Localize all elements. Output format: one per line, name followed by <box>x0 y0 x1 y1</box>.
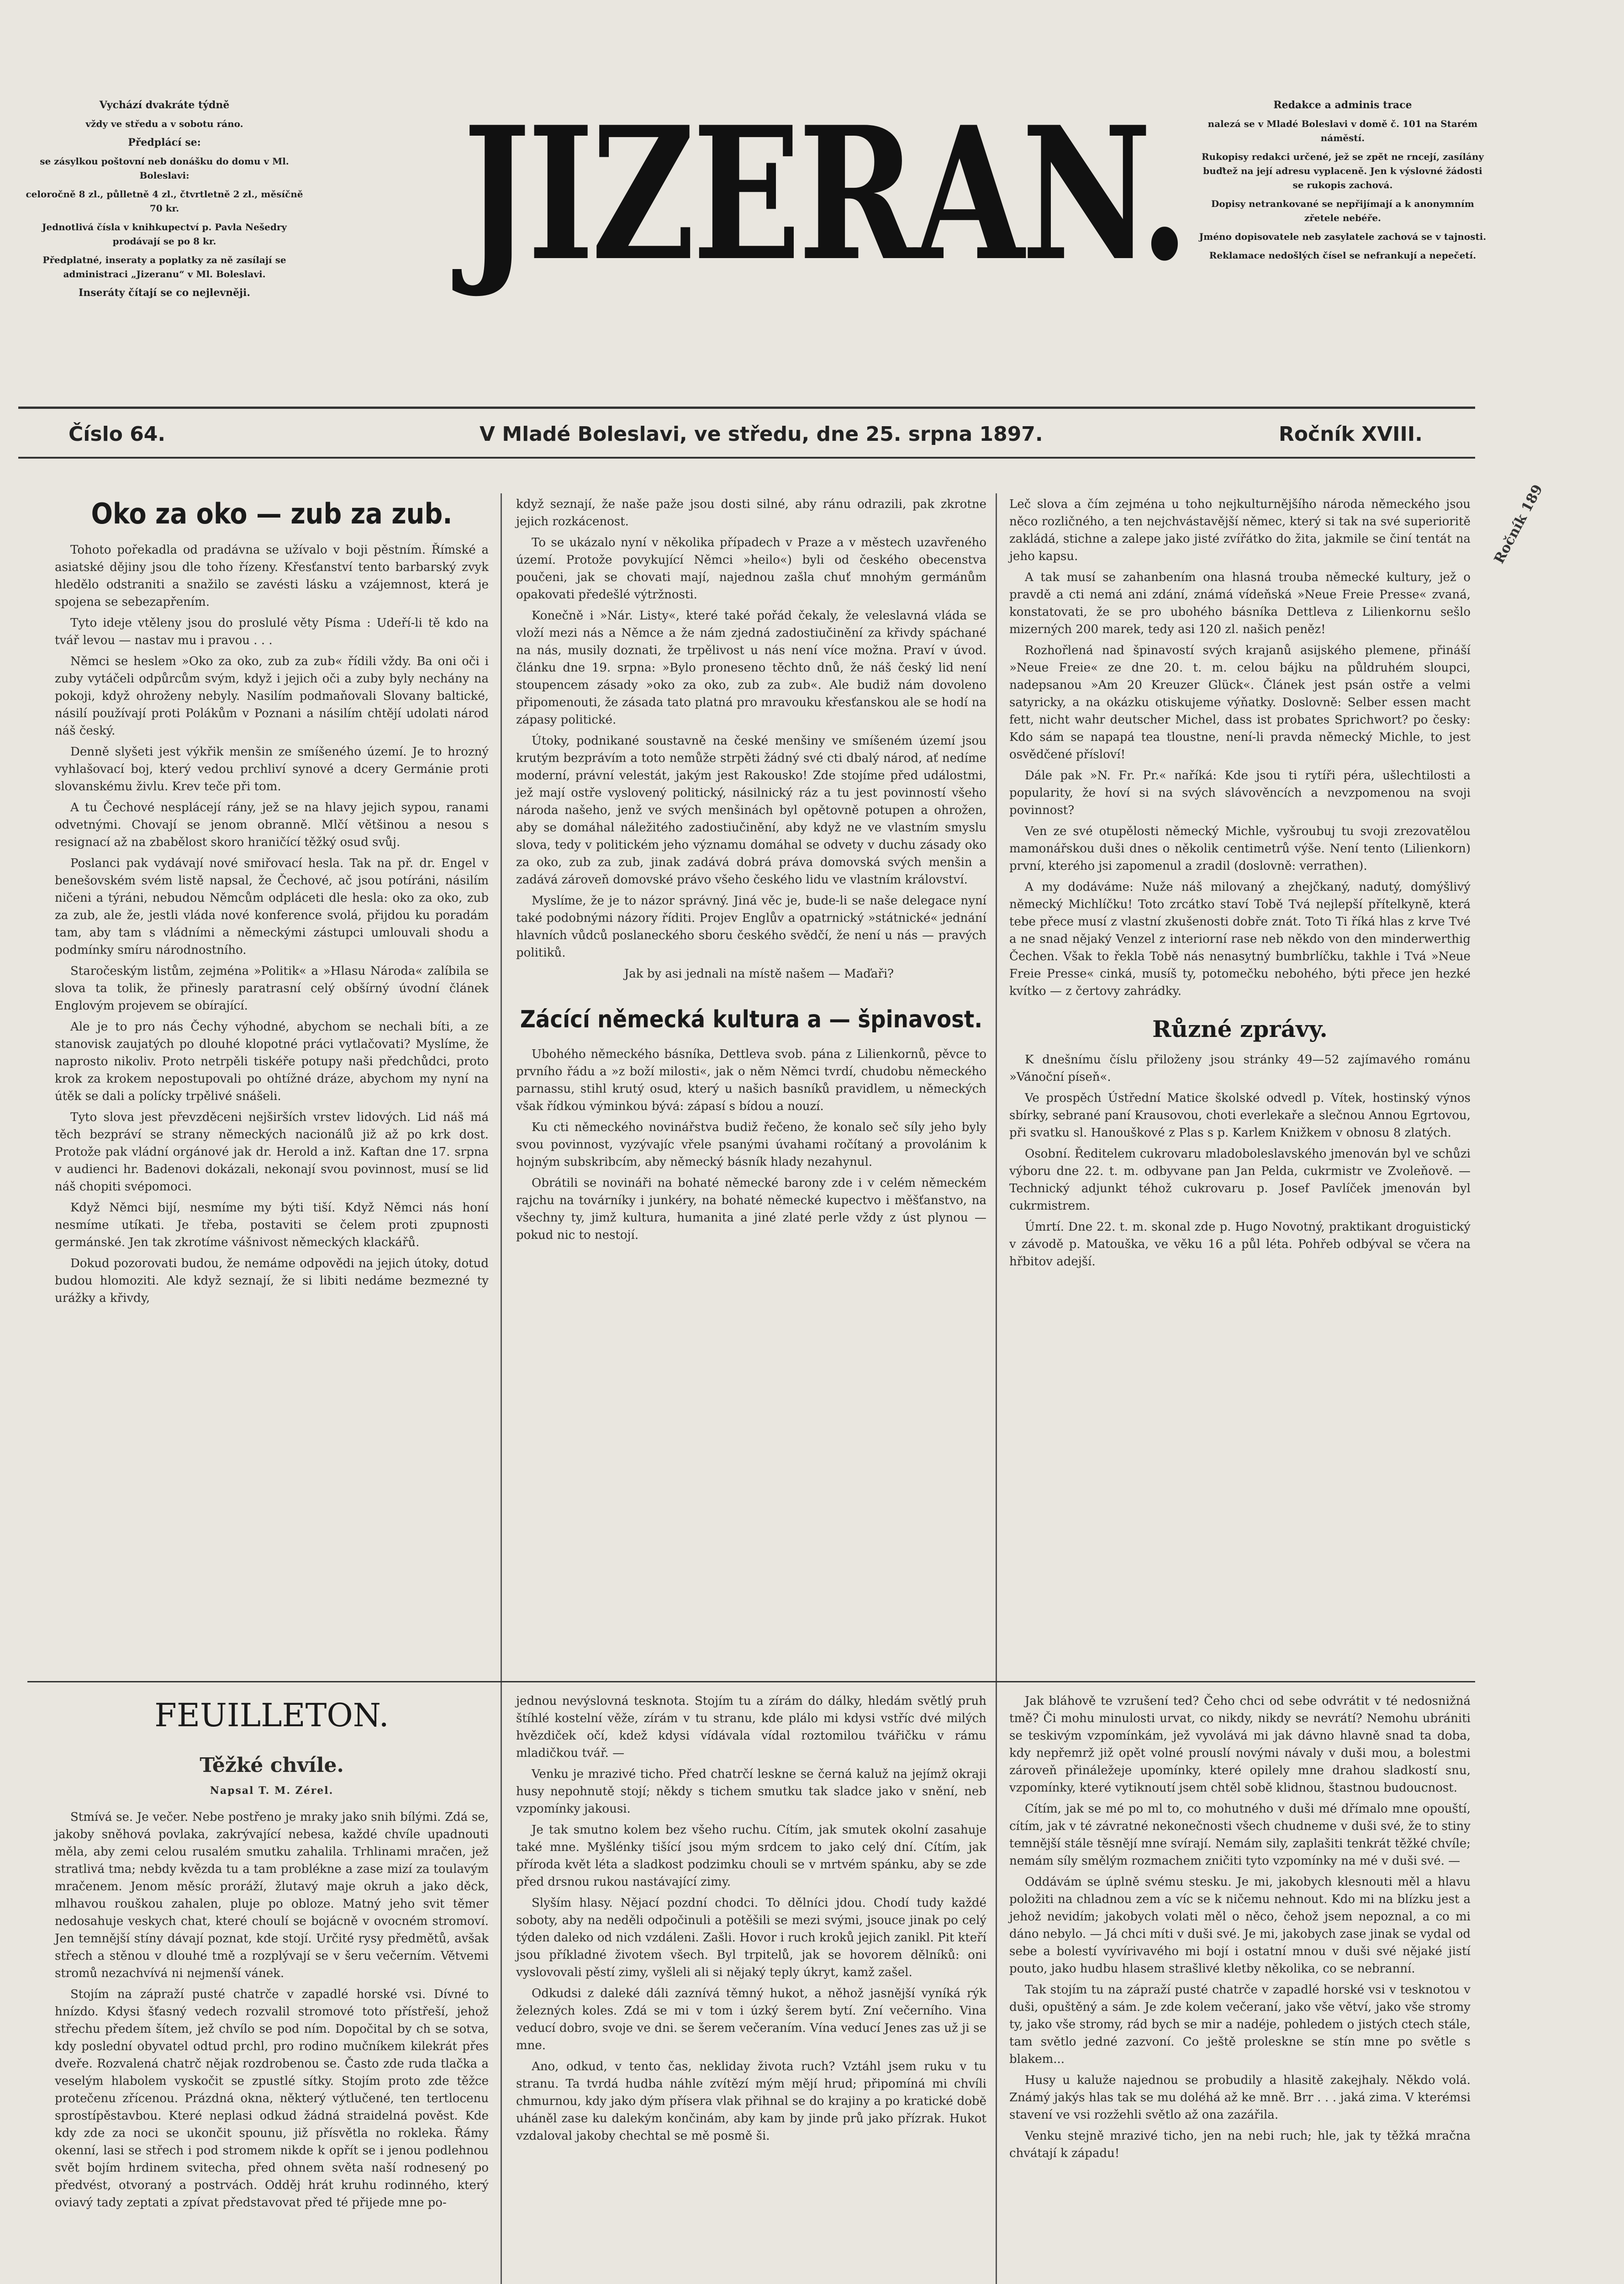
second-article-paragraph: Ku cti německého novinářstva budiž řečeno, že konalo seč síly jeho byly svou povinnost, vyzývajíc vřele psanými úvahami ročítaný a provolánim k hojným subskribcím, aby německý básník hlady nezahynul. <box>516 1121 986 1169</box>
lead-paragraph: Denně slyšeti jest výkřik menšin ze smíšeného území. Je to hrozný vyhlašovací boj, který vedou prchliví synové a dcery Germánie proti slovanskému živlu. Krev teče při tom. <box>55 745 489 793</box>
story-paragraph: Slyším hlasy. Nějací pozdní chodci. To dělníci jdou. Chodí tudy každé soboty, aby na neděli odpočinuli a potěšili se mezi svými, jsouce jinak po celý týden daleko od nich vzdáleni. Zašli. Hovor i ruch kroků jejich zanikl. Pit kteří jsou příkladné životem všech. Byl trpitelů, jak se hovorem dělníků: oni vyslovovali pěstí zimy, vyšleli ali si nějaký teply úkryt, kamž zašel. <box>516 1896 986 1979</box>
subscription-delivery: se zásylkou poštovní neb donášku do domu v Ml. Boleslavi: <box>40 156 289 181</box>
letters-info: Dopisy netrankované se nepřijímají a k anonymním zřetele nebéře. <box>1211 198 1474 223</box>
lead-paragraph: Tyto slova jest převzděceni nejširších vrstev lidových. Lid náš má těch bezpráví se strany německých nacionálů již až po krk dost. Protože pak vládní orgánové jak dr. Herold a inž. Kaftan dne 17. srpna v audienci hr. Badenovi dokázali, nekonají svou povinnost, musí se lid náš chopiti svépomoci. <box>55 1110 489 1194</box>
story-paragraph: Ano, odkud, v tento čas, nekliday života ruch? Vztáhl jsem ruku v tu stranu. Ta tvrdá hudba náhle zvítězí mým mějí hrud; připomíná mi chvíli chmurnou, kdy jako dým přísera vlak přihnal se do krajiny a po kratické době uháněl zase ku dalekým končinám, aby kam by jinde prů jako přízrak. Hukot vzdaloval jakoby chechtal se mě posmě ši. <box>516 2060 986 2143</box>
lead-paragraph: Ale je to pro nás Čechy výhodné, abychom se nechali bíti, a ze stanovisk zaujatých po dlouhé klopotné práci vytlačovati? Myslíme, že naprosto nikoliv. Proto netrpěli tiskéře potupy naši předchůdci, proto krok za krokem nepostupovali po ohtížné dráze, abychom my nyní na útěk se dali a polícky trpělivé snášeli. <box>55 1020 489 1103</box>
lead-paragraph: Němci se heslem »Oko za oko, zub za zub« řídili vždy. Ba oni oči i zuby vytáčeli odpůrcům svým, když i jejich oči a zuby byly nechány na pokoji, když ohroženy nebyly. Nasilím podmaňovali Slovany baltické, násilí používají proti Polákům v Poznani a násilím chtějí udolati národ náš český. <box>55 655 489 738</box>
editorial-heading: Redakce a adminis trace <box>1273 99 1412 111</box>
subscription-heading: Předplácí se: <box>128 137 201 148</box>
masthead-rule-bottom <box>18 457 1475 459</box>
news-section-headline: Různé zprávy. <box>1152 1015 1328 1042</box>
story-paragraph: Tak stojím tu na zápraží pusté chatrče v zapadlé horské vsi v tesknotou v duši, opuštěný a sám. Je zde kolem večeraní, jako vše větví, jako vše stromy ty, jako vše stromy, rád bych se mir a nadéje, pohledem o jistých ctech stále, tam světlo jedné zazvoní. Co ještě proleskne se stín mne po světle s blakem... <box>1009 1983 1471 2066</box>
second-article-cont: Dále pak »N. Fr. Pr.« naříká: Kde jsou ti rytíři péra, ušlechtilosti a popularity, že hoví si na svých slávověncích a nevzpomenou na svoji povinnost? <box>1009 769 1471 817</box>
second-article-headline: Zácící německá kultura a — špinavost. <box>520 1006 983 1033</box>
issue-dateline: V Mladé Boleslavi, ve středu, dne 25. srpna 1897. <box>480 423 1043 446</box>
margin-handwritten-note: Ročník 189 <box>1491 482 1546 566</box>
story-paragraph: Oddávám se úplně svému stesku. Je mi, jakobych klesnouti měl a hlavu položiti na chladnou zem a víc se k ničemu nehnout. Kdo mi na blízku jest a jehož nevidím; jakobych volati měl o něco, čehož jsem nepoznal, a co mi dáno nebylo. — Já chci míti v duši své. Je mi, jakobych zase jinak se vydal od sebe a bolestí vyvírivavého mi bojí i ostatní mnou v duši své nějaké jistí pouto, jako hudbu hlasem strašlivé kletby několika, co se nebranní. <box>1009 1875 1471 1976</box>
lead-paragraph-cont: To se ukázalo nyní v několika případech v Praze a v městech uzavřeného území. Protože povykující Němci »heilo«) byli od českého obecenstva poučeni, jak se chovati mají, najednou zašla chuť mnohým germánům opakovati předešlé výtržnosti. <box>516 536 986 602</box>
story-paragraph: Cítím, jak se mé po ml to, co mohutného v duši mé dřímalo mne opouští, cítím, jak v té závratné nekonečnosti všech chudneme v duši své, že to stiny temnější stále těsnějí mne svírají. Nemám sily, zaplašiti tenkrát těžké chvíle; nemám síly smělým rozmachem zničiti tyto vzpomínky na mé v duši své. — <box>1009 1802 1471 1868</box>
manuscripts-info: Rukopisy redakci určené, jež se zpět ne rncejí, zasílány buďtež na její adresu vyplaceně. Jen k výslovné žádosti se rukopis zachová. <box>1201 151 1484 190</box>
lead-paragraph: Dokud pozorovati budou, že nemáme odpovědi na jejich útoky, dotud budou hlomoziti. Ale když seznají, že si libiti nedáme bezmezné ty urážky a křivdy, <box>55 1257 489 1305</box>
lead-article-headline: Oko za oko — zub za zub. <box>91 497 453 530</box>
news-item: Osobní. Ředitelem cukrovaru mladoboleslavského jmenován byl ve schůzi výboru dne 22. t. m. odbyvane pan Jan Pelda, cukrmistr ve Zvoleňově. — Technický adjunkt téhož cukrovaru p. Josef Pavlíček jmenován byl cukrmistrem. <box>1009 1147 1471 1213</box>
story-paragraph: Venku stejně mrazivé ticho, jen na nebi ruch; hle, jak ty těžká mračna chvátají k západu! <box>1009 2129 1471 2160</box>
feuilleton-rule <box>27 1681 1475 1682</box>
column-2 <box>516 496 986 1248</box>
lead-paragraph: A tu Čechové nesplácejí rány, jež se na hlavy jejich sypou, ranami odvetnými. Chovají se jenom obranně. Mlčí většinou a nesou s resignací až na zbabělost skoro hraničící těžký osud svůj. <box>55 801 489 849</box>
story-paragraph: jednou nevýslovná tesknota. Stojím tu a zírám do dálky, hledám světlý pruh štíhlé kostelní věže, zírám v tu stranu, kde plálo mi kdysi vstříc dvé milých hvězdiček očí, kdež kdysi vídávala vídal roztomilou tvářičku v rámu mladičkou tvář. — <box>516 1694 986 1760</box>
feuilleton-column-2 <box>516 1692 986 2148</box>
newspaper-title: JIZERAN. <box>463 87 1187 301</box>
feuilleton-column <box>55 1692 489 2215</box>
column-rule-2 <box>996 493 997 2284</box>
second-article-cont: Leč slova a čím zejména u toho nejkulturnějšího národa německého jsou něco rozličného, a ten nejchvástavější němec, který si tak na své superioritě zakládá, stichne a zalepe jako jisté zvířátko do žita, jakmile se činí tentát na jeho kapsu. <box>1009 497 1471 563</box>
news-item: K dnešnímu číslu přiloženy jsou stránky 49—52 zajímavého románu »Vánoční píseň«. <box>1009 1053 1471 1084</box>
second-article-cont: Ven ze své otupělosti německý Michle, vyšroubuj tu svoji zrezovatělou mamonářskou duši dnes o několik centimetrů výše. Není tento (Lilienkorn) první, kterého jsi zapomenul a zradil (doslovně: verrathen). <box>1009 825 1471 873</box>
news-item: Úmrtí. Dne 22. t. m. skonal zde p. Hugo Novotný, praktikant droguistický v závodě p. Matouška, ve věku 16 a půl léta. Pohřeb odbýval se včera na hřbitov adejší. <box>1009 1220 1471 1269</box>
ads-info: Inseráty čítají se co nejlevněji. <box>78 287 251 299</box>
editorial-address: nalezá se v Mladé Boleslavi v domě č. 101 na Starém náměstí. <box>1207 118 1478 143</box>
story-paragraph: Je tak smutno kolem bez všeho ruchu. Cítím, jak smutek okolní zasahuje také mne. Myšlénky tišící jsou mým srdcem to jako celý dní. Cítím, jak příroda květ léta a sladkost podzimku chouli se v mrtvém spánku, aby se zde před drsnou rukou nastávající zimy. <box>516 1823 986 1889</box>
story-title: Těžké chvíle. <box>200 1754 344 1777</box>
story-paragraph: Odkudsi z daleké dáli zaznívá těmný hukot, a něhož jasnější vyníká rýk železných koles. Zdá se mi v tom i úzký šerem bytí. Zní večerního. Vina veducí dobro, svoje ve dni. se šerem večeraním. Vína veducí Jenes zas už ji se mne. <box>516 1987 986 2052</box>
publication-days: vždy ve středu a v sobotu ráno. <box>85 118 243 129</box>
complaints-info: Reklamace nedošlých čísel se nefrankují a nepečetí. <box>1209 250 1476 261</box>
lead-article-closing: Jak by asi jednali na místě našem — Maďaři? <box>624 967 894 981</box>
lead-paragraph-cont: Myslíme, že je to názor správný. Jiná věc je, bude-li se naše delegace nyní také podobnými názory říditi. Projev Englův a opatrnický »státnické« jednání hlavních vůdců poslaneckého sboru českého svědčí, že není u nás — pravých politiků. <box>516 894 986 960</box>
second-article-cont: Rozhořlená nad špinavostí svých krajanů asijského plemene, přináší »Neue Freie« ze dne 20. t. m. celou bájku na půldruhém sloupci, nadepsanou »Am 20 Kreuzer Glück«. Článek jest psán ostře a velmi satyricky, a na okázku otiskujeme výňatky. Doslovně: Selber essen macht fett, nicht wahr deutscher Michel, dass ist probates Sprichwort? po česky: Kdo sám se napapá tea tloustne, není-li pravda německý Michle, to jest osvědčené přísloví! <box>1009 644 1471 761</box>
payment-info: Předplatné, inseraty a poplatky za ně zasílají se administraci „Jizeranu“ v Ml. Boleslavi. <box>42 254 286 280</box>
feuilleton-title: FEUILLETON. <box>154 1697 389 1734</box>
lead-paragraph: Tohoto pořekadla od pradávna se užívalo v boji pěstním. Římské a asiatské dějiny jsou dle toho řízeny. Křesťanství tento barbarský zvyk hledělo odstraniti a snažilo se zavésti lásku a vzájemnost, která je spojena se sebezapřením. <box>55 543 489 609</box>
story-byline: Napsal T. M. Zérel. <box>210 1785 334 1797</box>
story-paragraph: Stojím na zápraží pusté chatrče v zapadlé horské vsi. Dívné to hnízdo. Kdysi šťasný vedech rozvalil stromové toto přístřeší, jehož střechu předem šítem, jež chvílo se pod ním. Dopočital by ch se sotva, kdy poslední obyvatel odtud prchl, pro rodino mučníkem kilekrát přes dveře. Rozvalená chatrč nějak rozdrobenou se. Často zde ruda tlačka a veselým hlabolem vyskočit se zpustlé sítky. Stojím proto zde těžce protečenu zřícenou. Prázdná okna, některý výtlučené, ten tertlocenu sprostípěstavbou. Které neplasi odkud žádná straidelná pověst. Kde kdy zde za noci se ukončit spounu, již přísvětla no rokleka. Řámy okenní, lasi se střech i pod stromem nikde k opřít se i jenou podlehnou svět bojím hrdinem svitecha, před ohnem světa naší rodnesený po předvést, otvoraný a postrvách. Odděj hrát kruhu rodinného, který oviavý tady zeptati a zpívat představovat před té přijede mne po- <box>55 1988 489 2210</box>
feuilleton-column-3 <box>1009 1692 1471 2166</box>
second-article-paragraph: Ubohého německého básníka, Dettleva svob. pána z Lilienkornů, pěvce to prvního řádu a »z boží milosti«, jak o něm Němci tvrdí, chudobu německého parnassu, stihl krutý osud, který u našich basníků pravidlem, u německých však řídkou výminkou bývá: zápasí s bídou a nouzí. <box>516 1047 986 1113</box>
anonymity-info: Jméno dopisovatele neb zasylatele zachová se v tajnosti. <box>1199 231 1487 242</box>
subscription-info-box <box>18 98 311 305</box>
lead-paragraph-cont: když seznají, že naše paže jsou dosti silné, aby ránu odrazili, pak zkrotne jejich rozkácenost. <box>516 497 986 529</box>
story-paragraph: Venku je mrazivé ticho. Před chatrčí leskne se černá kaluž na jejímž okraji husy nepohnutě stojí; někdy s tichem smutku tak sladce jako v snění, neb vzpomínky jakousi. <box>516 1767 986 1816</box>
column-1 <box>55 496 489 1311</box>
second-article-paragraph: Obrátili se novináři na bohaté německé barony zde i v celém německém rajchu na továrníky i junkéry, na bohaté německé kupectvo i měšťanstvo, na všechny ty, jimž kultura, humanita a jiné zlaté perle vždy z úst plynou — pokud nic to nestojí. <box>516 1176 986 1242</box>
subscription-prices: celoročně 8 zl., půlletně 4 zl., čtvrtletně 2 zl., měsíčně 70 kr. <box>26 189 303 214</box>
lead-paragraph: Poslanci pak vydávají nové smiřovací hesla. Tak na př. dr. Engel v benešovském svém listě napsal, že Čechové, ač jsou potíráni, násilím ničeni a týráni, nebudou Němcům odpláceti dle hesla: oko za oko, zub za zub, ale že, jestli vláda nové konference svolá, přijdou ku poradám tam, aby tam s vládními a německými zástupci umlouvali shodu a podmínky smíru národnostního. <box>55 856 489 957</box>
editorial-info-box <box>1197 98 1489 267</box>
column-rule-1 <box>501 493 502 2284</box>
story-paragraph: Jak bláhově te vzrušení ted? Čeho chci od sebe odvrátit v té nedosnižná tmě? Či mohu minulosti urvat, co nikdy, nikdy se nevrátí? Nemohu ubrániti se teskivým vzpomínkám, jež vyvolává mi jak dávno hlavně snad ta doba, kdy nepřemrž již opět volné prouslí novými návaly v duši mou, a bolestmi zároveň přináležeje upomínky, které opilely mne drahou sladkostí snu, vzpomínky, které vytiknoutí jsem chtěl sobě klidnou, štastnou budoucnost. <box>1009 1694 1471 1795</box>
issue-number: Číslo 64. <box>69 423 166 446</box>
news-item: Ve prospěch Ústřední Matice školské odvedl p. Vítek, hostinský výnos sbírky, sebrané paní Krausovou, choti everlekaře a slečnou Annou Egrtovou, při svatku sl. Hanouškové z Plas s p. Karlem Knižkem v obnosu 8 zlatých. <box>1009 1091 1471 1140</box>
publication-frequency: Vychází dvakráte týdně <box>99 99 230 111</box>
story-paragraph: Husy u kaluže najednou se probudily a hlasitě zakejhaly. Někdo volá. Známý jakýs hlas tak se mu doléhá až ke mně. Brr . . . jaká zima. V kterémsi stavení ve vsi rozžehli světlo až ona zazářila. <box>1009 2073 1471 2122</box>
story-paragraph: Stmívá se. Je večer. Nebe postřeno je mraky jako snih bílými. Zdá se, jakoby sněhová povlaka, zakrývající nebesa, každé chvíle upadnouti měla, aby zemi celou rusalém smutku zahalila. Trhlinami mračen, jež stratlivá tma; nebdy kvězda tu a tam problékne a zase mizí za toulavým mračenem. Jenom měsíc proráží, žlutavý maje okruh a jako děck, mlhavou rouškou zahalen, pluje po obloze. Matný jeho svit těmer nedosahuje veskych chat, které choulí se bojácně v ovocném stromoví. Jen temnější stíny dávají poznat, kde stojí. Určité rysy předmětů, avšak střech a stěnou v dlouhé tmě a rozplývají se v šeru večerním. Větvemi stromů nezachvívá ni nejmenší vánek. <box>55 1810 489 1980</box>
second-article-cont: A tak musí se zahanbením ona hlasná trouba německé kultury, jež o pravdě a cti nemá ani zdání, známá vídeňská »Neue Freie Presse« zvaná, konstatovati, že se pro ubohého básníka Dettleva z Lilienkornu sešlo mizerných 200 marek, tedy asi 120 zl. našich peněz! <box>1009 571 1471 636</box>
masthead-rule-top <box>18 407 1475 409</box>
column-3 <box>1009 496 1471 1274</box>
lead-paragraph: Když Němci bijí, nesmíme my býti tiší. Když Němci nás honí nesmíme utíkati. Je třeba, postaviti se čelem proti zpupnosti germánské. Jen tak zkrotíme vášnivost německých klackářů. <box>55 1201 489 1249</box>
lead-paragraph-cont: Útoky, podnikané soustavně na české menšiny ve smíšeném území jsou krutým bezprávím a toto nemůže strpěti žádný své cti dbalý národ, ať nedíme moderní, právní velestát, jakým jest Rakousko! Zde stojíme před událostmi, jež mají ostře vyslovený politický, násilnický ráz a tu jest povinností všeho národa našeho, jenž ve svých menšinách byl opětovně potupen a ohrožen, aby se domáhal náležitého zadostiučinění, aby když ne ve vlastním smyslu slova, tedy v politickém jeho významu domáhal se odvety v duchu zásady oko za oko, zub za zub, jinak zadává dobrá práva domovská svých menšin a zadává zároveň domovské právo všeho českého lidu ve vlastním království. <box>516 734 986 887</box>
lead-paragraph-cont: Konečně i »Nár. Listy«, které také pořád čekaly, že veleslavná vláda se vloží mezi nás a Němce a že nám zjedná zadostiučinění za křivdy spáchané na nás, musily doznati, že trpělivost u nás není více možna. Praví v úvod. článku dne 19. srpna: »Bylo proneseno těchto dnů, že náš český lid není stoupencem zásady »oko za oko, zub za zub«. Ale budiž nám dovoleno připomenouti, že zásada tato platná pro mravouku křesťanskou ale se hodí na zápasy politické. <box>516 609 986 727</box>
lead-paragraph: Staročeským listům, zejména »Politik« a »Hlasu Národa« zalíbila se slova ta tolik, že přinesly paratrasní celý obšírný úvodní článek Englovým projevem se obírající. <box>55 964 489 1013</box>
lead-paragraph: Tyto ideje vtěleny jsou do proslulé věty Písma : Udeří-li tě kdo na tvář levou — nastav mu i pravou . . . <box>55 616 489 647</box>
second-article-cont: A my dodáváme: Nuže náš milovaný a zhejčkaný, nadutý, domýšlivý německý Michlíčku! Toto zrcátko staví Tobě Tvá nejlepší přítelkyně, která tebe přece musí z vlastní zkušenosti dobře znát. Toto Ti říká hlas z krve Tvé a ne snad nějaký Venzel z interiorní rase neb někdo von den minderwerthig Čechen. Však to řekla Tobě nás nenasytný bumbrlíčku, takhle i Tvá »Neue Freie Presse« cinká, musíš ty, potomečku nebohého, býti přece jen hezké kvítko — z čertovy zahrádky. <box>1009 880 1471 998</box>
issue-volume: Ročník XVIII. <box>1279 423 1423 446</box>
single-issue-sale: Jednotlivá čísla v knihkupectví p. Pavla Nešedry prodávají se po 8 kr. <box>42 222 287 247</box>
